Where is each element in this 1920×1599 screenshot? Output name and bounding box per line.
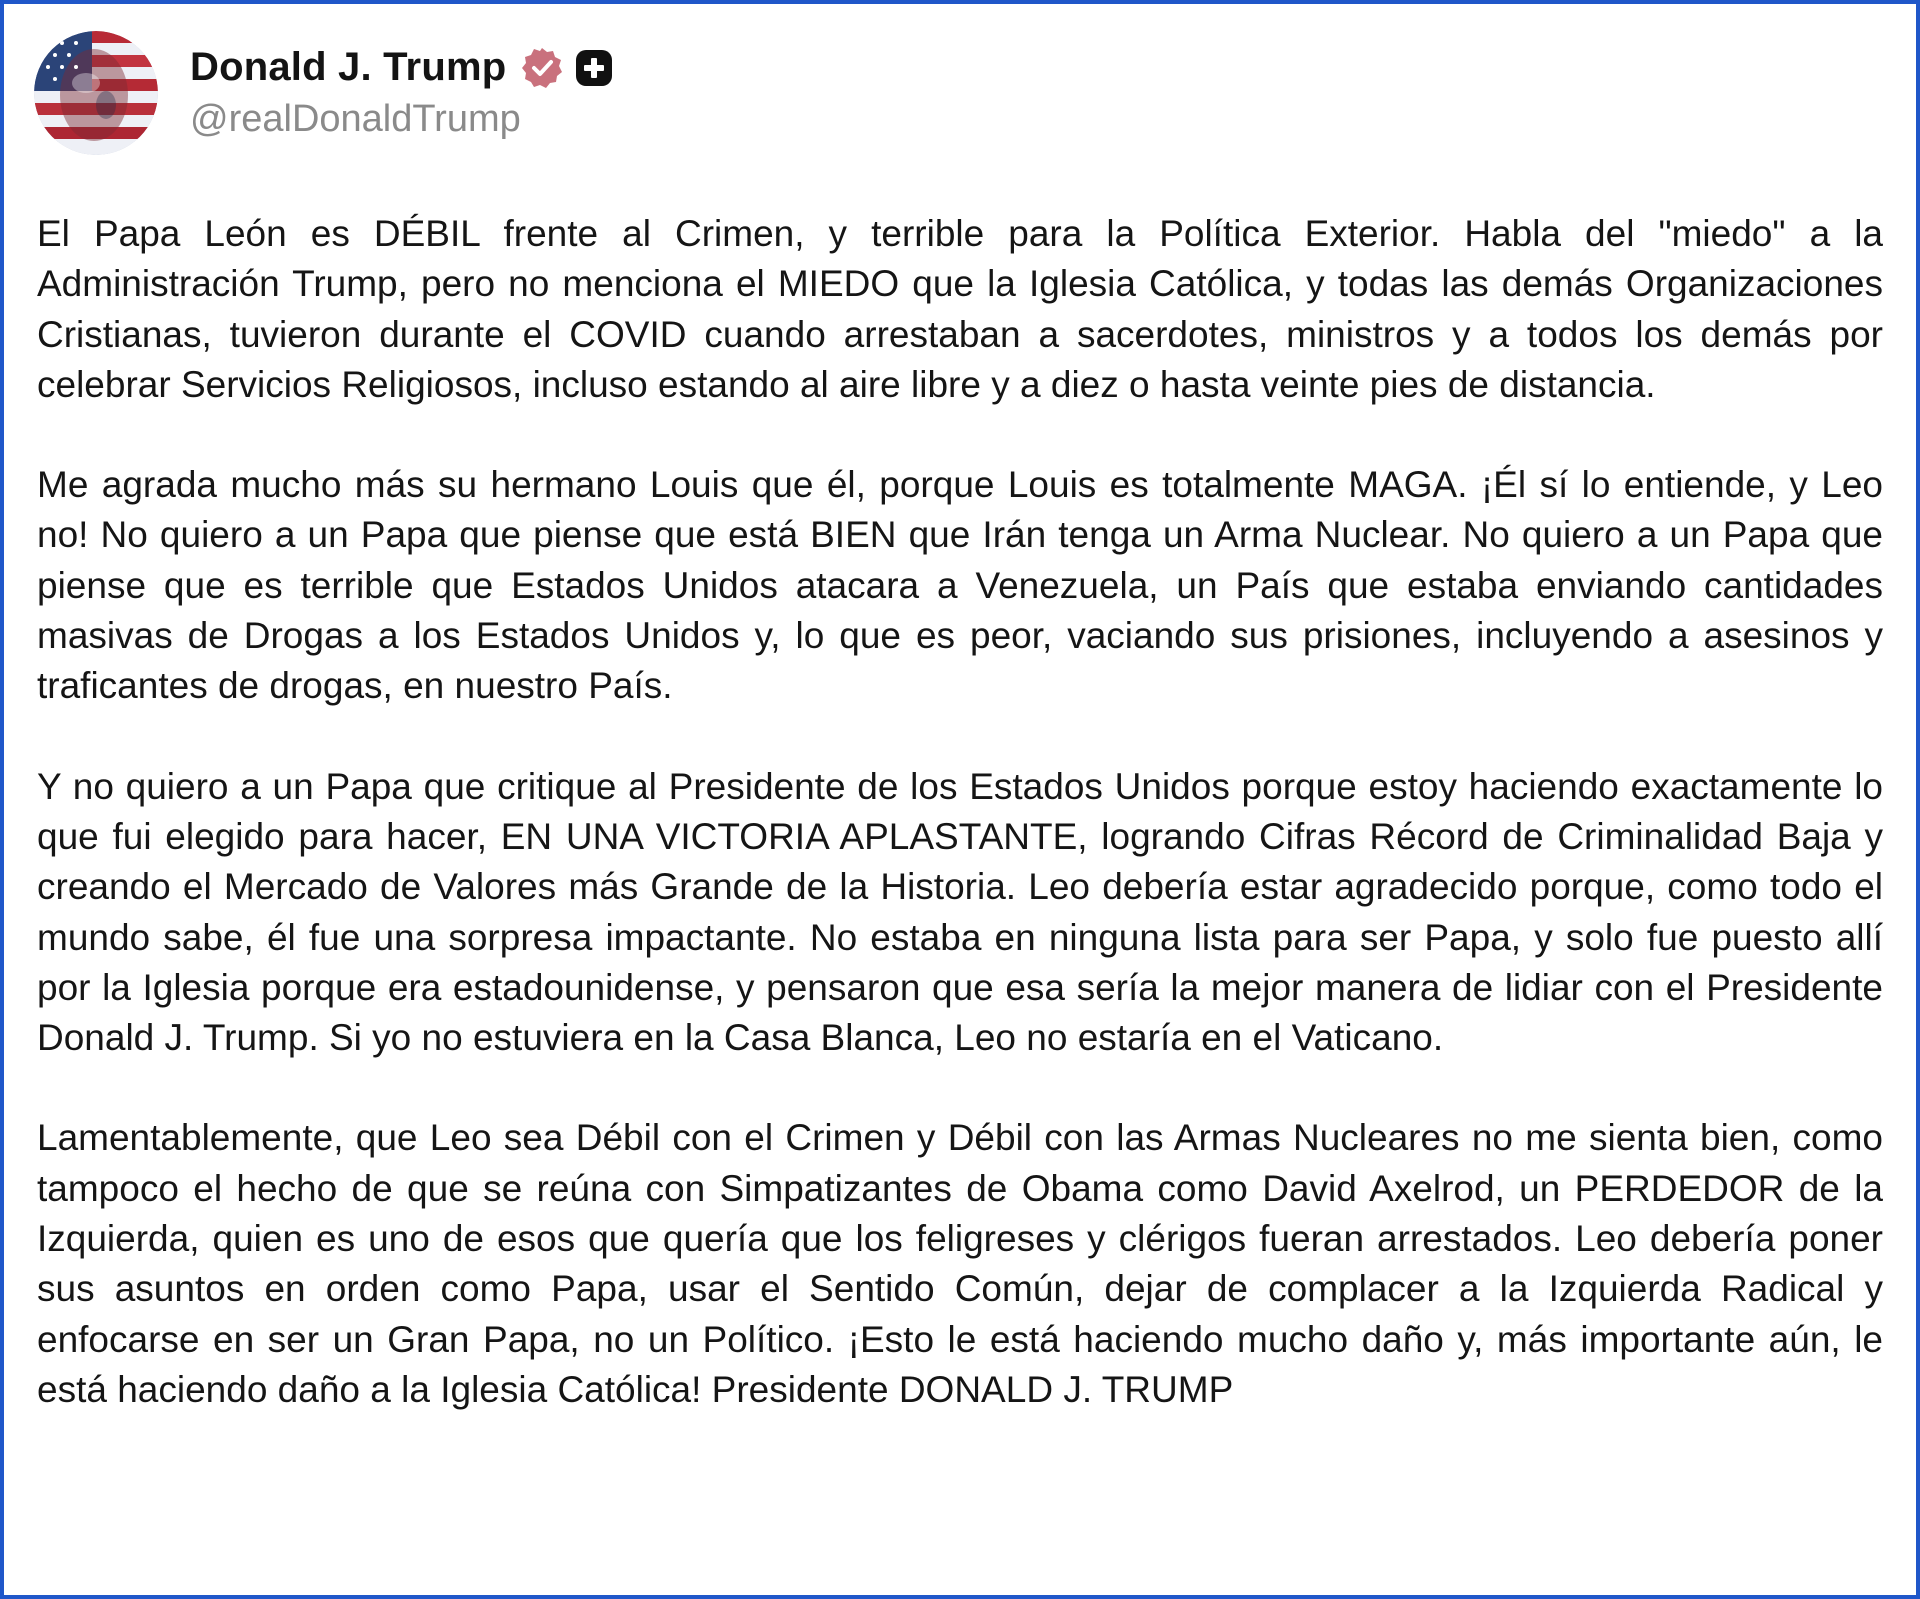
author-display-name[interactable]: Donald J. Trump <box>190 45 507 89</box>
plus-icon[interactable] <box>574 48 614 88</box>
author-handle[interactable]: @realDonaldTrump <box>190 98 521 140</box>
post-paragraph: El Papa León es DÉBIL frente al Crimen, y terrible para la Política Exterior. Habla del "miedo" a la Administración Trump, pero no menciona el MIEDO que la Iglesia Católica, y todas las demás Organizaciones Cristianas, tuvieron durante el COVID cuando arrestaban a sacerdotes, ministros y a todos los demás por celebrar Servicios Religiosos, incluso estando al aire libre y a diez o hasta veinte pies de distancia. <box>37 213 1883 405</box>
avatar[interactable] <box>34 31 158 155</box>
post-body <box>37 209 1883 1415</box>
author-names <box>190 45 614 141</box>
post-header <box>34 28 614 158</box>
verified-badge-icon <box>520 46 564 90</box>
post-paragraph: Y no quiero a un Papa que critique al Presidente de los Estados Unidos porque estoy haciendo exactamente lo que fui elegido para hacer, EN UNA VICTORIA APLASTANTE, logrando Cifras Récord de Criminalidad Baja y creando el Mercado de Valores más Grande de la Historia. Leo debería estar agradecido porque, como todo el mundo sabe, él fue una sorpresa impactante. No estaba en ninguna lista para ser Papa, y solo fue puesto allí por la Iglesia porque era estadounidense, y pensaron que esa sería la mejor manera de lidiar con el Presidente Donald J. Trump. Si yo no estuviera en la Casa Blanca, Leo no estaría en el Vaticano. <box>37 765 1883 1059</box>
post-paragraph: Me agrada mucho más su hermano Louis que él, porque Louis es totalmente MAGA. ¡Él sí lo entiende, y Leo no! No quiero a un Papa que piense que está BIEN que Irán tenga un Arma Nuclear. No quiero a un Papa que piense que es terrible que Estados Unidos atacara a Venezuela, un País que estaba enviando cantidades masivas de Drogas a los Estados Unidos y, lo que es peor, vaciando sus prisiones, incluyendo a asesinos y traficantes de drogas, en nuestro País. <box>37 464 1883 707</box>
flag-portrait-icon <box>34 31 158 155</box>
name-row <box>190 45 614 90</box>
post-paragraph: Lamentablemente, que Leo sea Débil con el Crimen y Débil con las Armas Nucleares no me sienta bien, como tampoco el hecho de que se reúna con Simpatizantes de Obama como David Axelrod, un PERDEDOR de la Izquierda, quien es uno de esos que quería que los feligreses y clérigos fueran arrestados. Leo debería poner sus asuntos en orden como Papa, usar el Sentido Común, dejar de complacer a la Izquierda Radical y enfocarse en ser un Gran Papa, no un Político. ¡Esto le está haciendo mucho daño y, más importante aún, le está haciendo daño a la Iglesia Católica! Presidente DONALD J. TRUMP <box>37 1117 1883 1410</box>
